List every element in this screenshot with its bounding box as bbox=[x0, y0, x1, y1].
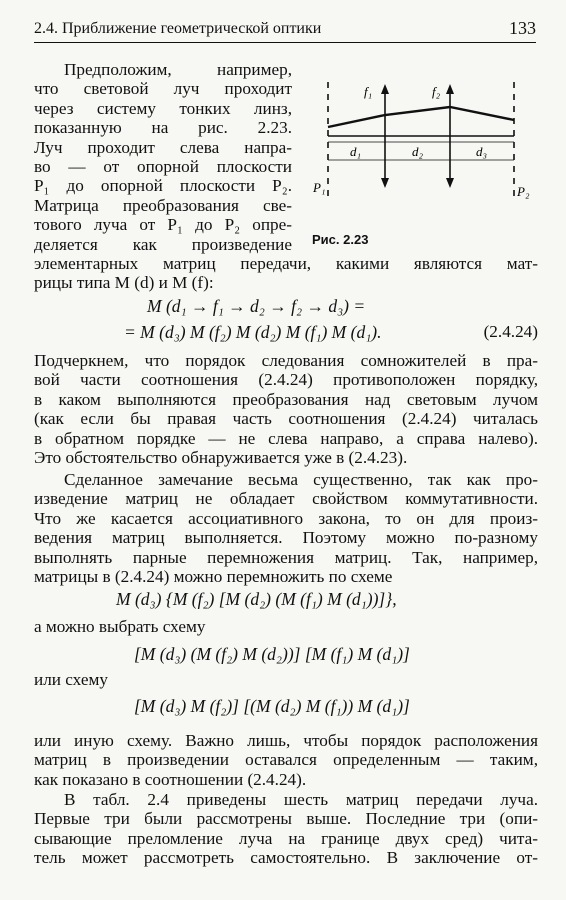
text-line: В табл. 2.4 приведены шесть матриц передачи луча. bbox=[64, 790, 538, 809]
text-line: изведение матриц не обладает свойством коммутативности. bbox=[34, 489, 538, 509]
label-p2: P₂ bbox=[517, 184, 530, 199]
page-number: 133 bbox=[509, 18, 536, 38]
paragraph-2 bbox=[34, 470, 538, 586]
text-line: Сделанное замечание весьма существенно, так как про- bbox=[64, 470, 538, 489]
text-line: ведения матриц выполняется. Поэтому можно по-разному bbox=[34, 528, 538, 548]
scheme-2: [M (d₃) (M (f₂) M (d₂))] [M (f₁) M (d₁)] bbox=[134, 644, 410, 664]
text-line: через систему тонких линз, bbox=[34, 98, 292, 118]
text-line: тель может рассмотреть самостоятельно. В заключение от- bbox=[34, 848, 538, 868]
scheme-3: [M (d₃) M (f₂)] [(M (d₂) M (f₁)) M (d₁)] bbox=[134, 696, 410, 716]
paragraph-1 bbox=[34, 351, 538, 467]
text-line: Что же касается ассоциативного закона, то он для произ- bbox=[34, 508, 538, 528]
text-line: показанную на рис. 2.23. bbox=[34, 118, 292, 138]
label-f2: f₂ bbox=[432, 84, 441, 99]
text-line: P₁ до опорной плоскости P₂. bbox=[34, 176, 292, 196]
text-line: сывающие преломление луча на границе двух сред) чита- bbox=[34, 828, 538, 848]
text-line: в каком выполняются преобразования над световым лучом bbox=[34, 389, 538, 409]
label-d1: d₁ bbox=[350, 144, 362, 159]
intro-column bbox=[34, 60, 292, 254]
text-line: элементарных матриц передачи, какими являются мат- bbox=[34, 254, 538, 273]
text-line: деляется как произведение bbox=[34, 234, 292, 254]
text-line: как показано в соотношении (2.4.24). bbox=[34, 769, 307, 789]
label-d2: d₂ bbox=[412, 144, 424, 159]
text-line: что световой луч проходит bbox=[34, 79, 292, 99]
equation-line-2: = M (d₃) M (f₂) M (d₂) M (f₁) M (d₁). bbox=[124, 322, 382, 342]
text-line: Матрица преобразования све- bbox=[34, 195, 292, 215]
text-line: или схему bbox=[34, 670, 108, 689]
lens-f2-arrow-top bbox=[446, 84, 454, 94]
paragraph-4 bbox=[34, 790, 538, 868]
text-line: Это обстоятельство обнаруживается уже в (2.4.23). bbox=[34, 448, 408, 468]
figure-caption: Рис. 2.23 bbox=[312, 232, 369, 247]
text-line: вой части соотношения (2.4.24) противоположен порядку, bbox=[34, 370, 538, 390]
text-line: (как если бы правая часть соотношения (2.4.24) читалась bbox=[34, 409, 538, 429]
scheme-1: M (d₃) {M (f₂) [M (d₂) (M (f₁) M (d₁))]}, bbox=[116, 589, 397, 609]
text-line: матриц в произведении оставался определенным — таким, bbox=[34, 750, 538, 770]
text-line: в обратном порядке — не слева направо, а справа налево). bbox=[34, 428, 538, 448]
text-line: выполнять парные перемножения матриц. Так, например, bbox=[34, 547, 538, 567]
equation-number: (2.4.24) bbox=[483, 322, 538, 341]
text-line: Подчеркнем, что порядок следования сомножителей в пра- bbox=[34, 351, 538, 370]
text-line: Предположим, например, bbox=[64, 60, 292, 79]
label-p1: P₁ bbox=[313, 180, 326, 195]
running-head bbox=[34, 18, 536, 43]
section-title: 2.4. Приближение геометрической оптики bbox=[34, 20, 322, 37]
text-line: Первые три были рассмотрены выше. Последние три (опи- bbox=[34, 809, 538, 829]
text-line: рицы типа M (d) и M (f): bbox=[34, 273, 214, 293]
text-line: во — от опорной плоскости bbox=[34, 157, 292, 177]
text-block bbox=[34, 254, 538, 293]
lens-f1-arrow-top bbox=[381, 84, 389, 94]
equation-line-1: M (d₁ → f₁ → d₂ → f₂ → d₃) = bbox=[147, 296, 366, 316]
label-d3: d₃ bbox=[476, 144, 488, 159]
lens-f1-arrow-bottom bbox=[381, 178, 389, 188]
lens-f2-arrow-bottom bbox=[446, 178, 454, 188]
text-line: матрицы в (2.4.24) можно перемножить по схеме bbox=[34, 567, 393, 587]
text-line: тового луча от P₁ до P₂ опре- bbox=[34, 215, 292, 235]
paragraph-3 bbox=[34, 731, 538, 789]
text-line: а можно выбрать схему bbox=[34, 617, 206, 636]
label-f1: f₁ bbox=[364, 84, 373, 99]
text-line: Луч проходит слева напра- bbox=[34, 137, 292, 157]
light-ray bbox=[328, 107, 514, 127]
text-line: или иную схему. Важно лишь, чтобы порядок расположения bbox=[34, 731, 538, 750]
